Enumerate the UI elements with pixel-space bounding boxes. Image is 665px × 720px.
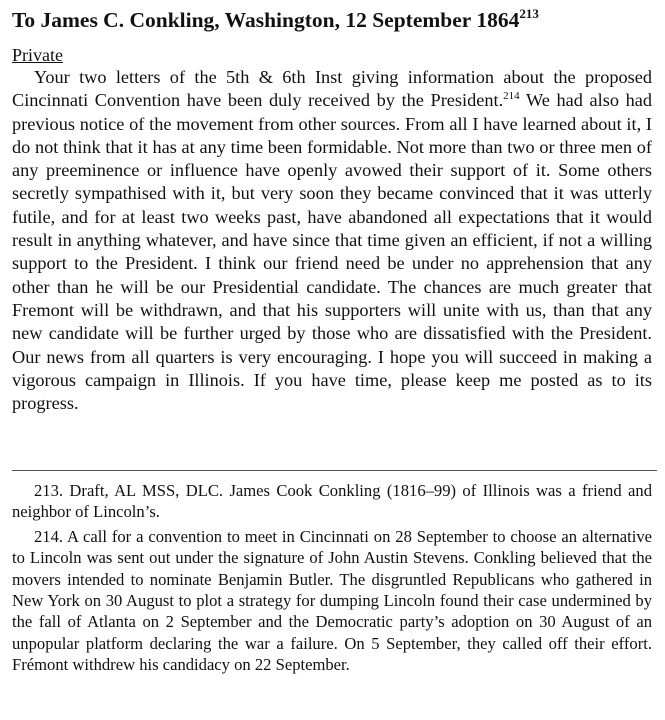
letter-footnote-marker: 214 [503, 90, 520, 103]
heading-footnote-marker: 213 [519, 6, 539, 21]
letter-paragraph [12, 66, 652, 415]
footnote-213: 213. Draft, AL MSS, DLC. James Cook Conkling (1816–99) of Illinois was a friend and neighbor of Lincoln’s. [12, 481, 652, 522]
footnotes [12, 480, 652, 679]
private-label: Private [12, 45, 63, 65]
letter-body [12, 66, 652, 415]
letter-text-part1: Your two letters of the 5th & 6th Inst giving information about the proposed Cincinnati Convention have been duly received by the President. [12, 67, 652, 111]
footnote-divider [12, 470, 657, 471]
letter-text-part2: We had also had previous notice of the movement from other sources. From all I have learned about it, I do not think that it has at any time been formidable. Not more than two or three men of any preeminence or influence have openly avowed their support of it. Some others secretly sympathised with it, but very soon they became convinced that it was utterly futile, and for at least two weeks past, have abandoned all expectations that it would result in anything whatever, and have since that time given an efficient, if not a willing support to the President. I think our friend need be under no apprehension that any other than he will be our Presidential candidate. The chances are much greater that Fremont will be withdrawn, and that his supporters will unite with us, than that any new candidate will be further urged by those who are dissatisfied with the President. Our news from all quarters is very encouraging. I hope you will succeed in making a vigorous campaign in Illinois. If you have time, please keep me posted as to its progress. [12, 90, 652, 414]
heading-title: To James C. Conkling, Washington, 12 September 1864 [12, 8, 520, 32]
footnote-214: 214. A call for a convention to meet in Cincinnati on 28 September to choose an alternative to Lincoln was sent out under the signature of John Austin Stevens. Conkling believed that the movers intended to nominate Benjamin Butler. The disgruntled Republicans who gathered in New York on 30 August to plot a strategy for dumping Lincoln found their case undermined by the fall of Atlanta on 2 September and the Democratic party’s adoption on 30 August of an unpopular platform declaring the war a failure. On 5 September, they called off their effort. Frémont withdrew his candidacy on 22 September. [12, 526, 652, 675]
letter-heading [12, 6, 539, 34]
